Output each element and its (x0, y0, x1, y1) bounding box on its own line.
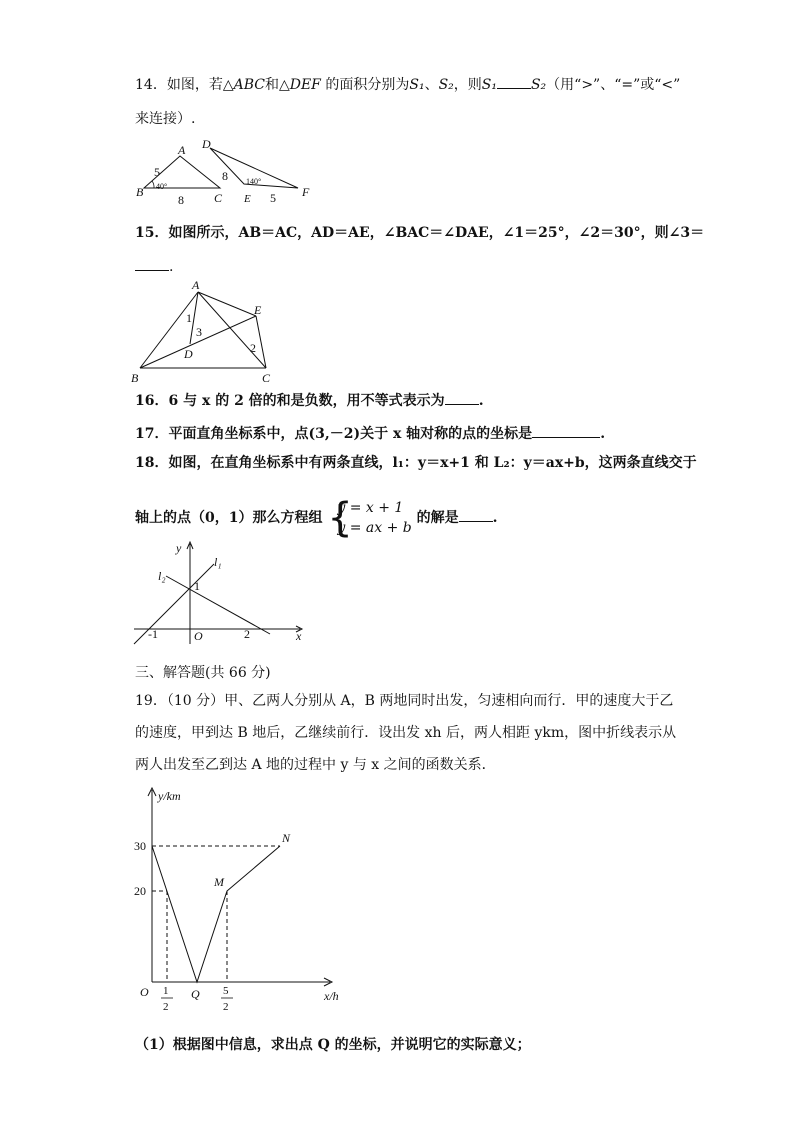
q14-text-c: 的面积分别为 (320, 77, 410, 93)
q14-text-a: 14．如图，若 (135, 77, 223, 93)
label-angle-e: 140° (246, 177, 262, 186)
q17-text: 17．平面直角坐标系中，点(3,－2)关于 x 轴对称的点的坐标是 (135, 426, 533, 442)
label-q: Q (191, 987, 200, 1001)
label-d: D (184, 347, 193, 361)
q18-tail: . (492, 510, 498, 526)
label-30: 30 (134, 839, 146, 853)
label-f: F (302, 185, 310, 199)
label-half-denominator: 2 (163, 1001, 169, 1013)
label-angle-b: 40° (156, 182, 168, 191)
q14-s2b: S₂ (530, 77, 547, 93)
label-b: B (131, 371, 139, 384)
label-ab-length: 5 (154, 165, 160, 179)
q15-line1: 15．如图所示，AB＝AC，AD＝AE，∠BAC＝∠DAE，∠1＝25°，∠2＝30°，则∠3＝ (135, 225, 705, 241)
label-e: E (244, 193, 251, 205)
q19-line3: 两人出发至乙到达 A 地的过程中 y 与 x 之间的函数关系． (135, 757, 496, 773)
label-neg1: -1 (148, 627, 158, 641)
q15-answer-blank[interactable] (135, 256, 169, 271)
angle-b-arc (152, 181, 154, 188)
seg-ec (256, 316, 266, 368)
q16-text: 16．6 与 x 的 2 倍的和是负数，用不等式表示为 (135, 393, 445, 409)
label-y: y (176, 541, 182, 555)
q18-eq2: y = ax + b (337, 520, 412, 536)
system-brace: { (327, 495, 353, 541)
label-ef-length: 5 (270, 191, 276, 205)
q14-sep: 、 (424, 77, 439, 93)
q18-text-a: 轴上的点（0，1）那么方程组 (135, 510, 323, 526)
label-de-length: 8 (222, 169, 228, 183)
label-x: x (296, 629, 302, 643)
seg-ae (198, 292, 256, 316)
q14-answer-blank[interactable] (497, 74, 531, 89)
q16-answer-blank[interactable] (445, 390, 479, 405)
label-n: N (282, 831, 291, 845)
label-fivehalf-numerator: 5 (223, 985, 229, 997)
q18-text-b: 的解是 (416, 510, 459, 526)
label-2: 2 (244, 627, 250, 641)
q18-answer-blank[interactable] (459, 507, 493, 522)
label-origin: O (140, 985, 149, 999)
q19-line1: 19．（10 分）甲、乙两人分别从 A，B 两地同时出发，匀速相向而行．甲的速度大于乙 (135, 693, 674, 709)
q18-equation-system (327, 495, 412, 541)
q19-figure (130, 784, 360, 1024)
q14-figure (134, 136, 324, 208)
q17-answer-blank[interactable] (532, 423, 600, 438)
label-l1: l₁ (214, 555, 222, 569)
q15-line2 (135, 256, 173, 276)
label-y-axis: y/km (158, 789, 181, 803)
label-half-numerator: 1 (163, 985, 169, 997)
q18-figure (130, 538, 310, 648)
q18-line2 (135, 495, 498, 541)
label-bc-length: 8 (178, 193, 184, 207)
label-d: D (202, 137, 211, 151)
label-a: A (192, 278, 200, 292)
label-angle-1: 1 (186, 311, 192, 325)
q14-line1 (135, 74, 680, 94)
q14-text-d: ，则 (453, 77, 482, 93)
q19-line2: 的速度，甲到达 B 地后，乙继续前行．设出发 xh 后，两人相距 ykm，图中折线表示从 (135, 725, 677, 741)
q15-figure (130, 276, 280, 384)
q14-s2: S₂ (438, 77, 454, 93)
label-fivehalf-denominator: 2 (223, 1001, 229, 1013)
q14-s1b: S₁ (481, 77, 497, 93)
label-m: M (214, 875, 224, 889)
q16-line (135, 390, 484, 410)
q15-tail: . (169, 259, 174, 275)
q19-sub1: （1）根据图中信息，求出点 Q 的坐标，并说明它的实际意义； (135, 1037, 531, 1053)
label-origin: O (194, 629, 203, 643)
label-20: 20 (134, 884, 146, 898)
label-angle-3: 3 (196, 325, 202, 339)
q17-line (135, 423, 605, 443)
label-l2: l₂ (158, 569, 166, 583)
section-3-heading: 三、解答题(共 66 分) (135, 665, 271, 681)
q18-eq1: y = x + 1 (337, 500, 404, 516)
q14-text-b: 和 (264, 77, 279, 93)
label-angle-2: 2 (250, 341, 256, 355)
label-x-axis: x/h (324, 989, 339, 1003)
label-b: B (136, 185, 144, 199)
label-e: E (254, 303, 262, 317)
label-c: C (262, 371, 271, 384)
q14-text-e: （用“>”、“=”或“<” (546, 77, 681, 93)
q14-tri-abc: △ABC (222, 77, 265, 93)
q17-tail: . (600, 426, 606, 442)
line-l2 (166, 576, 270, 634)
q14-line2: 来连接）. (135, 111, 196, 127)
q18-line1: 18．如图，在直角坐标系中有两条直线，l₁：y＝x+1 和 L₂：y＝ax+b，这两条直线交于 (135, 455, 697, 471)
q14-s1: S₁ (409, 77, 425, 93)
q16-tail: . (478, 393, 484, 409)
q14-tri-def: △DEF (278, 77, 321, 93)
label-intercept-1: 1 (194, 579, 200, 593)
label-a: A (178, 143, 186, 157)
label-c: C (214, 191, 223, 205)
seg-be (140, 316, 256, 368)
distance-polyline (152, 846, 280, 982)
